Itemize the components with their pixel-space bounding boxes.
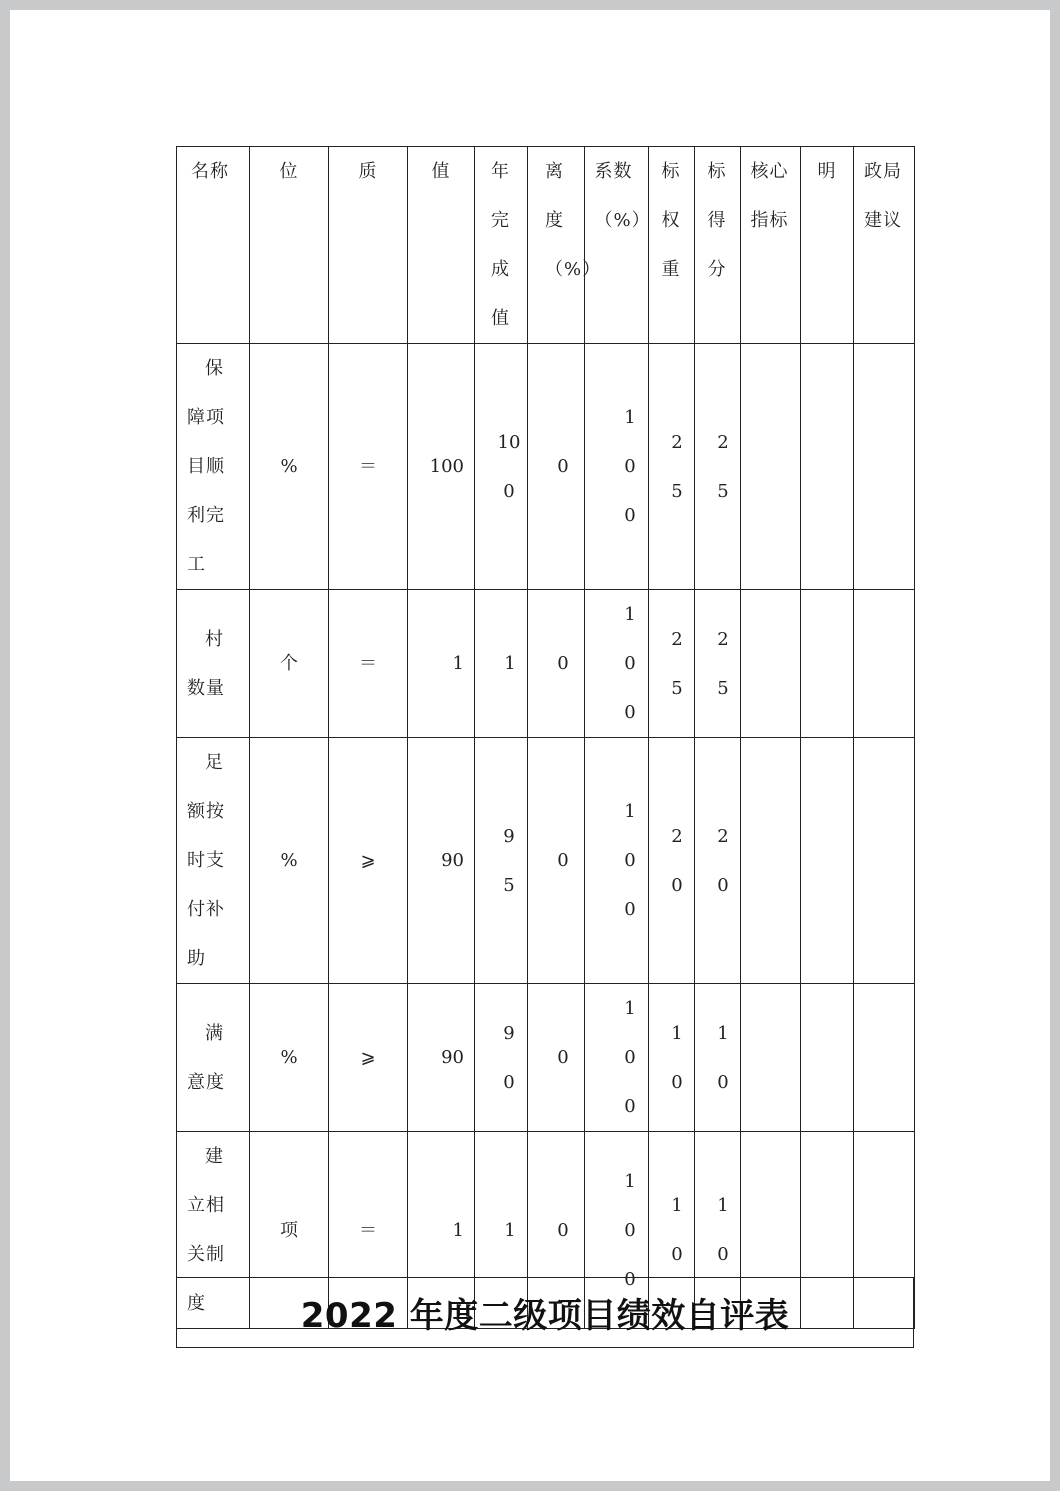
cell-score-text: 25	[717, 431, 729, 502]
table-row	[177, 344, 915, 590]
header-cell-nature: 质	[329, 147, 408, 344]
cell-deviation: 0	[528, 1132, 585, 1329]
cell-weight-text: 10	[671, 1022, 683, 1093]
cell-score-text: 10	[717, 1195, 729, 1265]
cell-suggest	[854, 344, 915, 590]
cell-weight	[649, 590, 695, 738]
cell-score	[695, 738, 741, 984]
cell-actual-text: 90	[503, 1022, 515, 1093]
cell-nature: ＝	[329, 344, 408, 590]
header-cell-coef: 系数（%）	[585, 147, 649, 344]
header-cell-value: 值	[408, 147, 475, 344]
cell-weight-text: 25	[671, 431, 683, 502]
cell-note	[801, 738, 854, 984]
cell-note	[801, 984, 854, 1132]
cell-coef-text: 100	[624, 1170, 636, 1290]
table-row	[177, 984, 915, 1132]
cell-core	[741, 738, 801, 984]
form-title: 2022 年度二级项目绩效自评表	[300, 1296, 790, 1336]
cell-suggest	[854, 984, 915, 1132]
cell-weight-text: 20	[671, 825, 683, 896]
cell-value: 100	[408, 344, 475, 590]
cell-weight	[649, 984, 695, 1132]
cell-actual	[475, 344, 528, 590]
cell-note	[801, 590, 854, 738]
cell-deviation: 0	[528, 344, 585, 590]
cell-unit: 项	[250, 1132, 329, 1329]
document-page	[10, 10, 1050, 1481]
header-cell-actual: 年完成值	[475, 147, 528, 344]
cell-name: 满意度	[177, 984, 250, 1132]
cell-unit: %	[250, 344, 329, 590]
header-cell-suggest: 政局建议	[854, 147, 915, 344]
cell-suggest	[854, 738, 915, 984]
cell-coef	[585, 738, 649, 984]
cell-core	[741, 344, 801, 590]
cell-unit: %	[250, 738, 329, 984]
header-cell-core: 核心指标	[741, 147, 801, 344]
cell-actual: 1	[475, 590, 528, 738]
cell-name: 村数量	[177, 590, 250, 738]
header-cell-name: 名称	[177, 147, 250, 344]
cell-coef-text: 100	[624, 604, 636, 723]
cell-unit: 个	[250, 590, 329, 738]
cell-deviation: 0	[528, 590, 585, 738]
cell-actual	[475, 984, 528, 1132]
cell-core	[741, 590, 801, 738]
cell-score	[695, 344, 741, 590]
table-row	[177, 590, 915, 738]
cell-score-text: 25	[717, 628, 729, 699]
evaluation-table	[176, 146, 915, 1329]
cell-nature: ＝	[329, 1132, 408, 1329]
cell-core	[741, 984, 801, 1132]
cell-name: 足额按时支付补助	[177, 738, 250, 984]
cell-weight	[649, 738, 695, 984]
table-header-row	[177, 147, 915, 344]
cell-weight-text: 25	[671, 628, 683, 699]
cell-coef-text: 100	[624, 407, 636, 526]
cell-suggest	[854, 590, 915, 738]
cell-name: 保障项目顺利完工	[177, 344, 250, 590]
header-cell-deviation: 离度（%）	[528, 147, 585, 344]
cell-value: 90	[408, 738, 475, 984]
cell-score	[695, 984, 741, 1132]
cell-name: 建立相关制度	[177, 1132, 250, 1329]
cell-nature: ⩾	[329, 984, 408, 1132]
cell-score-text: 20	[717, 825, 729, 896]
cell-unit: %	[250, 984, 329, 1132]
cell-value: 1	[408, 590, 475, 738]
cell-weight-text: 10	[671, 1195, 683, 1265]
cell-coef	[585, 590, 649, 738]
table-row	[177, 738, 915, 984]
header-cell-weight: 标权重	[649, 147, 695, 344]
cell-nature: ＝	[329, 590, 408, 738]
cell-weight	[649, 344, 695, 590]
cell-deviation: 0	[528, 738, 585, 984]
form-title-box	[176, 1277, 914, 1348]
cell-actual-text: 95	[503, 825, 515, 896]
header-cell-note: 明	[801, 147, 854, 344]
cell-coef	[585, 984, 649, 1132]
header-cell-score: 标得分	[695, 147, 741, 344]
cell-note	[801, 344, 854, 590]
cell-deviation: 0	[528, 984, 585, 1132]
cell-coef-text: 100	[624, 998, 636, 1117]
cell-actual	[475, 738, 528, 984]
cell-value: 1	[408, 1132, 475, 1329]
cell-nature: ⩾	[329, 738, 408, 984]
cell-score	[695, 590, 741, 738]
cell-actual-text: 100	[497, 431, 521, 502]
header-cell-unit: 位	[250, 147, 329, 344]
cell-coef	[585, 344, 649, 590]
cell-actual: 1	[475, 1132, 528, 1329]
cell-coef-text: 100	[624, 801, 636, 920]
cell-value: 90	[408, 984, 475, 1132]
cell-score-text: 10	[717, 1022, 729, 1093]
